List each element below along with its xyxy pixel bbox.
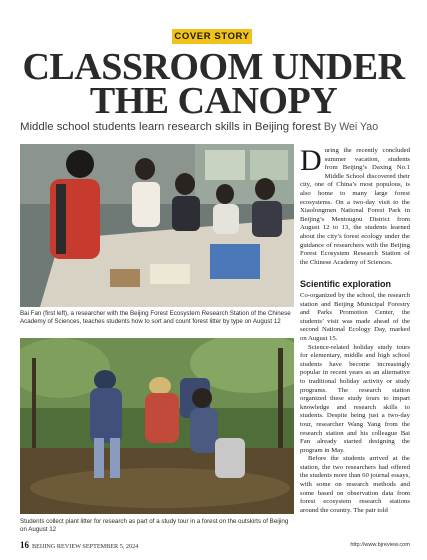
- page-number: 16: [20, 540, 29, 550]
- headline-line-2: THE CANOPY: [89, 80, 338, 122]
- forest-photo: [20, 338, 294, 514]
- intro-text: uring the recently concluded summer vacation, students from Beijing’s Daxing No.1 Middle School discovered their city, one of China’s most populous, is also home to many large forest ecosystems. On a two-day visit to the Xiaolongmen National Forest Park in Beijing’s Mentougou District from August 12 to 13, the students learned about the city’s forest ecology under the guidance of researchers with the Beijing Forest Ecosystem Research Station of the Chinese Academy of Sciences.: [300, 147, 410, 266]
- website-link[interactable]: http://www.bjreview.com: [350, 542, 410, 548]
- body-paragraph: Co-organized by the school, the research station and Beijing Municipal Forestry and Parks Promotion Center, the students’ visit was made ahead of the second National Ecology Day, marked on August 15.: [300, 292, 410, 342]
- footer-left: [20, 540, 138, 550]
- drop-cap: D: [300, 144, 322, 177]
- publication-line: BEIJING REVIEW SEPTEMBER 5, 2024: [32, 543, 139, 550]
- article-body: [300, 292, 410, 515]
- forest-photo-illustration: [20, 338, 294, 514]
- body-paragraph: Science-related holiday study tours for elementary, middle and high school students have become increasingly popular in recent years as an alternative to traditional holiday activity or study programs. The research station organized these study tours to impart knowledge and research skills to students. Despite being just a two-day tour, researcher Wang Yang from the research station and his colleague Bai Fan already started designing the program in May.: [300, 343, 410, 454]
- classroom-photo-illustration: [20, 144, 294, 307]
- deck: [20, 121, 420, 133]
- classroom-photo: [20, 144, 294, 307]
- section-tag: COVER STORY: [172, 29, 252, 44]
- headline-line-1: CLASSROOM UNDER: [22, 46, 405, 88]
- photo-caption-2: Students collect plant litter for research as part of a study tour in a forest on the outskirts of Beijing on August 12: [20, 518, 289, 533]
- byline: By Wei Yao: [323, 121, 379, 133]
- section-subhead: Scientific exploration: [300, 279, 392, 289]
- body-paragraph: Before the students arrived at the station, the two researchers had offered the students more than 60 journal essays, with some on research methods and some based on observation data from forest ecosystem research stations around the country. The pair told: [300, 455, 410, 514]
- photo-caption-1: Bai Fan (first left), a researcher with the Beijing Forest Ecosystem Research Station of the Chinese Academy of Sciences, teaches students how to sort and count forest litter by type on August 12: [20, 310, 291, 325]
- article-intro: [300, 144, 410, 267]
- deck-text: Middle school students learn research skills in Beijing forest: [20, 121, 321, 133]
